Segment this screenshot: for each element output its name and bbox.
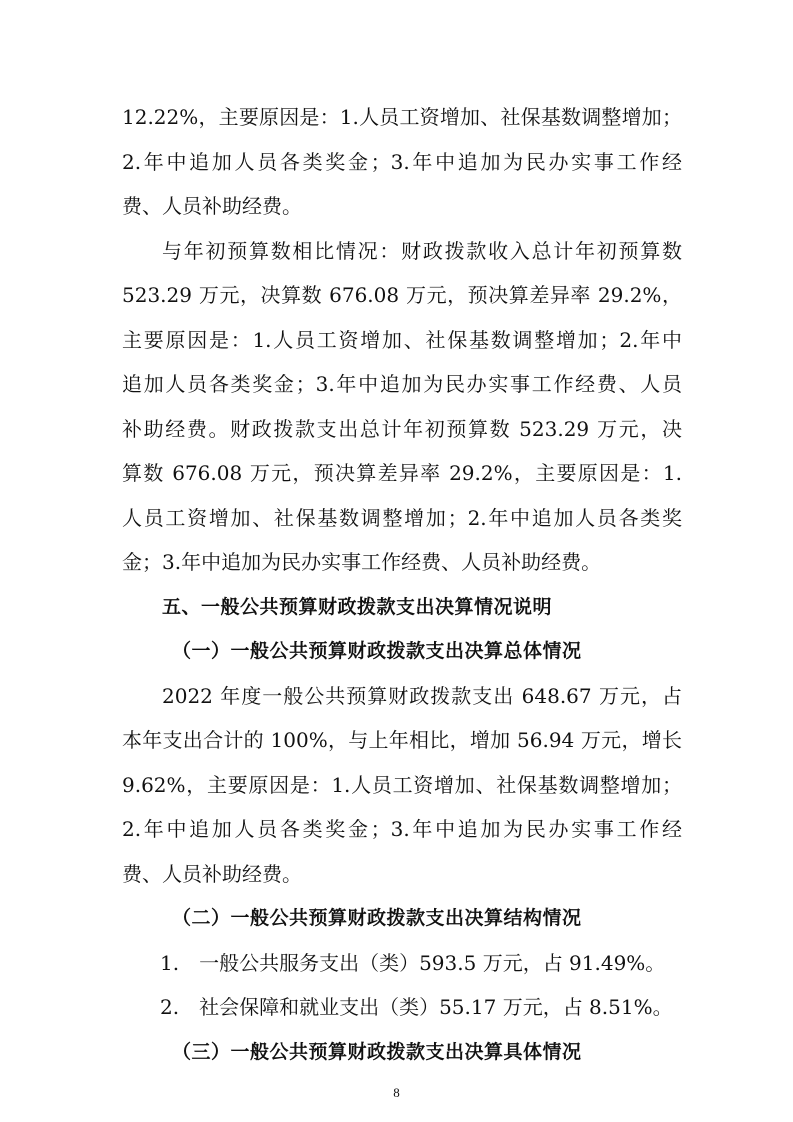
page-number: 8 [393, 1085, 400, 1100]
section-heading: 五、一般公共预算财政拨款支出决算情况说明 [162, 596, 553, 618]
paragraph-line: 人员工资增加、社保基数调整增加；2.年中追加人员各类奖 [122, 506, 682, 530]
paragraph-line: 主要原因是：1.人员工资增加、社保基数调整增加；2.年中 [122, 328, 682, 352]
paragraph-line: 12.22%，主要原因是：1.人员工资增加、社保基数调整增加； [122, 105, 682, 129]
paragraph-line: 算数 676.08 万元，预决算差异率 29.2%，主要原因是：1. [122, 461, 682, 485]
list-item: 1. 一般公共服务支出（类）593.5 万元，占 91.49%。 [160, 951, 666, 975]
paragraph-line: 2.年中追加人员各类奖金；3.年中追加为民办实事工作经 [122, 817, 682, 841]
paragraph-line: 费、人员补助经费。 [122, 194, 302, 218]
paragraph-line: 9.62%，主要原因是：1.人员工资增加、社保基数调整增加； [122, 773, 682, 797]
paragraph-line: 与年初预算数相比情况：财政拨款收入总计年初预算数 [162, 239, 682, 263]
paragraph-line: 追加人员各类奖金；3.年中追加为民办实事工作经费、人员 [122, 372, 682, 396]
list-item: 2. 社会保障和就业支出（类）55.17 万元，占 8.51%。 [160, 995, 673, 1019]
paragraph-line: 补助经费。财政拨款支出总计年初预算数 523.29 万元，决 [122, 417, 682, 441]
paragraph-line: 金；3.年中追加为民办实事工作经费、人员补助经费。 [122, 550, 602, 574]
paragraph-line: 本年支出合计的 100%，与上年相比，增加 56.94 万元，增长 [122, 728, 682, 752]
paragraph-line: 523.29 万元，决算数 676.08 万元，预决算差异率 29.2%， [122, 283, 682, 307]
subsection-heading: （一）一般公共预算财政拨款支出决算总体情况 [172, 640, 582, 662]
paragraph-line: 2.年中追加人员各类奖金；3.年中追加为民办实事工作经 [122, 150, 682, 174]
subsection-heading: （二）一般公共预算财政拨款支出决算结构情况 [172, 907, 582, 929]
subsection-heading: （三）一般公共预算财政拨款支出决算具体情况 [172, 1041, 582, 1063]
paragraph-line: 2022 年度一般公共预算财政拨款支出 648.67 万元，占 [162, 684, 682, 708]
paragraph-line: 费、人员补助经费。 [122, 862, 302, 886]
